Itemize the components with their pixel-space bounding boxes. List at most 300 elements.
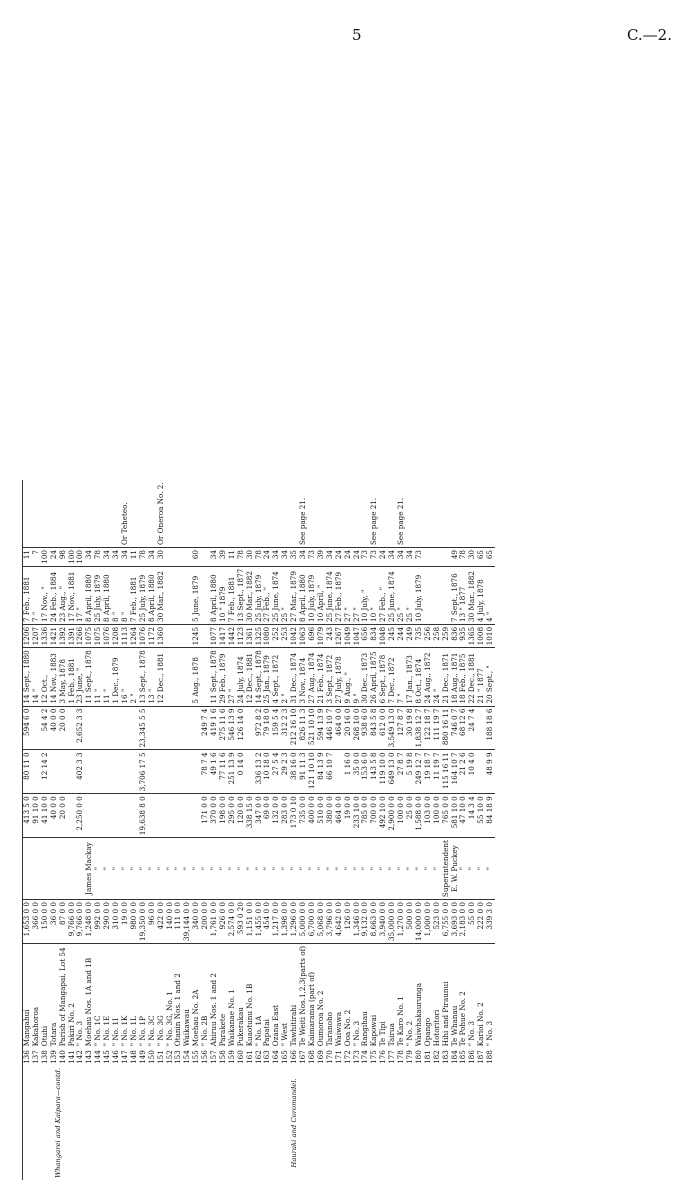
area-cell: 9,766 0 0 bbox=[68, 900, 77, 944]
row-number-cell: 139 bbox=[48, 1050, 58, 1064]
area-cell: 35,000 0 0 bbox=[388, 900, 397, 944]
row-number-cell: 185 bbox=[458, 1050, 468, 1064]
purchase-value-cell: 55 10 0 bbox=[477, 794, 486, 838]
gazette-date-cell: 5 June, 1879 bbox=[192, 566, 201, 624]
rent-cell: 12 14 2 bbox=[41, 750, 50, 794]
row-number-cell: 177 bbox=[387, 1050, 397, 1064]
gazette-date-cell: 10 July, 1879 bbox=[415, 566, 424, 624]
deed-date-cell: 2 " bbox=[130, 648, 139, 706]
row-number-cell: 148 bbox=[128, 1050, 138, 1064]
row-number-cell: 173 bbox=[351, 1050, 361, 1064]
deed-date-cell: 11 Sept., 1878 bbox=[85, 648, 94, 706]
purchase-value-cell: 510 0 0 bbox=[317, 794, 326, 838]
gazette-date-cell: 7 Feb., 1881 bbox=[130, 566, 139, 624]
rent-cell: 38 16 0 bbox=[290, 750, 299, 794]
block-name-cell: Te Whanau bbox=[449, 1005, 459, 1047]
register-no-cell: 243 bbox=[326, 624, 335, 647]
deed-date-cell: 23 June, " bbox=[76, 648, 85, 706]
deed-date-cell: 4 Sept., 1872 bbox=[272, 648, 281, 706]
deed-date-cell: 3 Sept., 1872 bbox=[326, 648, 335, 706]
rent-cell bbox=[121, 750, 130, 794]
remarks-cell bbox=[459, 480, 468, 547]
area-cell: 1,151 0 0 bbox=[246, 900, 255, 944]
total-amount-cell: 880 16 11 bbox=[442, 706, 451, 750]
block-name-cell: Rangihau bbox=[360, 1011, 370, 1047]
gazette-page-cell: 34 bbox=[272, 548, 281, 567]
purchase-value-cell: 69 0 0 bbox=[263, 794, 272, 838]
rent-cell: 19 18 7 bbox=[424, 750, 433, 794]
remarks-cell bbox=[379, 480, 388, 547]
register-no-cell: 836 bbox=[451, 624, 460, 647]
block-name-cell: " No. 3 bbox=[75, 1020, 85, 1047]
register-no-cell: 1047 bbox=[353, 624, 362, 647]
deed-date-cell: 17 Jan., 1873 bbox=[406, 648, 415, 706]
officer-cell: " bbox=[406, 838, 415, 900]
remarks-cell: See page 21. bbox=[370, 480, 379, 547]
remarks-cell bbox=[281, 480, 290, 547]
register-no-cell: 245 bbox=[388, 624, 397, 647]
total-amount-cell: 30 19 8 bbox=[406, 706, 415, 750]
rent-cell: 80 11 0 bbox=[23, 750, 32, 794]
total-amount-cell: 68 12 6 bbox=[459, 706, 468, 750]
remarks-cell bbox=[219, 480, 228, 547]
block-name-cell: Ahiruu Nos. 1 and 2 bbox=[209, 973, 219, 1047]
total-amount-cell: 594 6 0 bbox=[23, 706, 32, 750]
officer-cell: " bbox=[166, 838, 175, 900]
register-no-cell: 1172 bbox=[148, 624, 157, 647]
block-name-cell: Moehau Nos. 1A and 1B bbox=[84, 957, 94, 1047]
block-name-cell: Taranoho bbox=[324, 1012, 334, 1047]
block-name-cell: Otuhi bbox=[39, 1025, 49, 1047]
deed-date-cell: 22 Dec., 1881 bbox=[468, 648, 477, 706]
total-amount-cell bbox=[103, 706, 112, 750]
row-number-cell: 162 bbox=[253, 1050, 263, 1064]
officer-cell: " bbox=[486, 838, 495, 900]
register-no-cell: 1075 bbox=[85, 624, 94, 647]
block-name-cell: Pakiri No. 2 bbox=[66, 1003, 76, 1047]
register-no-cell: 1442 bbox=[228, 624, 237, 647]
purchase-value-cell bbox=[157, 794, 166, 838]
gazette-date-cell: 17 Nov., " bbox=[41, 566, 50, 624]
gazette-date-cell: 25 " bbox=[281, 566, 290, 624]
officer-cell: " bbox=[219, 838, 228, 900]
block-name-cell: " No. 3G, No. 1 bbox=[164, 991, 174, 1047]
rent-cell: 119 10 0 bbox=[379, 750, 388, 794]
gazette-date-cell: 23 Aug., " bbox=[59, 566, 68, 624]
total-amount-cell: 612 0 0 bbox=[379, 706, 388, 750]
gazette-date-cell: 7 " bbox=[32, 566, 41, 624]
gazette-page-cell: 100 bbox=[41, 548, 50, 567]
rent-cell: 29 2 3 bbox=[281, 750, 290, 794]
gazette-date-cell: 8 April, 1880 bbox=[299, 566, 308, 624]
register-no-cell: 1421 bbox=[50, 624, 59, 647]
remarks-cell bbox=[451, 480, 460, 547]
block-name-cell: Kaimarama (part of) bbox=[307, 971, 316, 1047]
row-number-cell: 160 bbox=[235, 1050, 245, 1064]
gazette-page-cell: 39 bbox=[219, 548, 228, 567]
rent-cell bbox=[157, 750, 166, 794]
area-cell: 1,217 0 0 bbox=[272, 900, 281, 944]
rent-cell: 78 7 4 bbox=[201, 750, 210, 794]
deed-date-cell: 27 July, 1878 bbox=[335, 648, 344, 706]
gazette-date-cell: 8 April, 1880 bbox=[103, 566, 112, 624]
total-amount-cell: 127 8 7 bbox=[397, 706, 406, 750]
purchase-value-cell: 283 0 0 bbox=[281, 794, 290, 838]
gazette-page-cell: 34 bbox=[299, 548, 308, 567]
gazette-date-cell: 10 July, 1879 bbox=[308, 566, 317, 624]
gazette-page-cell: 34 bbox=[388, 548, 397, 567]
officer-cell: " bbox=[112, 838, 121, 900]
area-cell: 992 0 0 bbox=[94, 900, 103, 944]
row-number-cell: 169 bbox=[315, 1050, 325, 1064]
area-cell: 140 0 0 bbox=[166, 900, 175, 944]
row-number-cell: 151 bbox=[155, 1050, 165, 1064]
row-number-cell: 163 bbox=[262, 1050, 272, 1064]
register-no-cell: 1266 bbox=[76, 624, 85, 647]
rent-cell bbox=[94, 750, 103, 794]
remarks-cell bbox=[139, 480, 148, 547]
rent-cell: 121 10 10 bbox=[308, 750, 317, 794]
area-cell: 422 0 0 bbox=[157, 900, 166, 944]
officer-cell bbox=[23, 838, 32, 900]
gazette-date-cell: 30 Mar., 1882 bbox=[468, 566, 477, 624]
total-amount-cell: 546 13 9 bbox=[228, 706, 237, 750]
row-number-cell: 178 bbox=[396, 1050, 406, 1064]
officer-cell: " bbox=[210, 838, 219, 900]
rent-cell bbox=[112, 750, 121, 794]
total-amount-cell: 20 16 0 bbox=[344, 706, 353, 750]
area-cell: 19,350 0 0 bbox=[139, 900, 148, 944]
rent-cell: 91 11 3 bbox=[299, 750, 308, 794]
gazette-date-cell: 4 " bbox=[486, 566, 495, 624]
register-no-cell: 1267 bbox=[335, 624, 344, 647]
row-number-cell: 142 bbox=[75, 1050, 85, 1064]
gazette-date-cell: 17 Nov., 1881 bbox=[68, 566, 77, 624]
gazette-date-cell: 8 April, 1880 bbox=[148, 566, 157, 624]
block-name-cell: Waiwhakaurunga bbox=[413, 982, 423, 1047]
remarks-cell bbox=[192, 480, 201, 547]
purchase-value-cell bbox=[166, 794, 175, 838]
remarks-cell bbox=[317, 480, 326, 547]
officer-cell: E. W. Puckey bbox=[451, 838, 460, 900]
gazette-page-cell: 24 bbox=[263, 548, 272, 567]
row-number-cell: 155 bbox=[191, 1050, 201, 1064]
officer-cell: " bbox=[308, 838, 317, 900]
officer-cell bbox=[41, 838, 50, 900]
block-name-cell: " No. 1P bbox=[137, 1016, 147, 1047]
deed-date-cell: 3 Nov., 1874 bbox=[299, 648, 308, 706]
gazette-date-cell: 8 April, 1880 bbox=[210, 566, 219, 624]
deed-date-cell: 5 Aug., 1878 bbox=[192, 648, 201, 706]
deed-date-cell: 24 July, 1874 bbox=[237, 648, 246, 706]
remarks-cell bbox=[23, 480, 32, 547]
area-cell: 454 0 0 bbox=[263, 900, 272, 944]
remarks-cell bbox=[237, 480, 246, 547]
block-name-cell: Otanin Nos. 1 and 2 bbox=[173, 973, 183, 1047]
officer-cell: " bbox=[468, 838, 477, 900]
total-amount-cell: 79 18 0 bbox=[263, 706, 272, 750]
register-no-cell: 1042 bbox=[290, 624, 299, 647]
purchase-value-cell: 41 10 0 bbox=[41, 794, 50, 838]
deed-date-cell: 24 Aug., 1872 bbox=[424, 648, 433, 706]
rent-cell: 48 9 9 bbox=[486, 750, 495, 794]
purchase-value-cell: 120 0 0 bbox=[237, 794, 246, 838]
block-name-cell: Hihi and Piraunui bbox=[440, 981, 450, 1047]
gazette-date-cell: 27 Feb., " bbox=[263, 566, 272, 624]
officer-cell bbox=[32, 838, 41, 900]
area-cell: 290 0 0 bbox=[103, 900, 112, 944]
total-amount-cell: 843 5 8 bbox=[370, 706, 379, 750]
area-cell: 36 0 0 bbox=[50, 900, 59, 944]
area-cell: 1,398 0 0 bbox=[281, 900, 290, 944]
total-amount-cell bbox=[183, 706, 192, 750]
rent-cell bbox=[50, 750, 59, 794]
deed-date-cell: 16 " bbox=[121, 648, 130, 706]
deed-date-cell: 24 " bbox=[433, 648, 442, 706]
area-cell: 593 0 20 bbox=[237, 900, 246, 944]
rent-cell: 21 2 6 bbox=[459, 750, 468, 794]
gazette-date-cell: 25 July, 1879 bbox=[94, 566, 103, 624]
area-cell: 340 0 0 bbox=[192, 900, 201, 944]
purchase-value-cell: 1,588 0 0 bbox=[415, 794, 424, 838]
register-no-cell: 1392 bbox=[59, 624, 68, 647]
deed-date-cell: 12 Dec., 1881 bbox=[157, 648, 166, 706]
row-number-cell: 140 bbox=[57, 1050, 67, 1064]
remarks-cell bbox=[166, 480, 175, 547]
register-no-cell bbox=[166, 624, 175, 647]
purchase-value-cell: 492 10 0 bbox=[379, 794, 388, 838]
remarks-cell bbox=[424, 480, 433, 547]
register-no-cell: 1077 bbox=[210, 624, 219, 647]
deed-date-cell: 1 Feb., 1881 bbox=[68, 648, 77, 706]
block-name-cell: Tairua bbox=[387, 1023, 397, 1047]
gazette-date-cell: 7 Sept., 1876 bbox=[451, 566, 460, 624]
block-name-cell: Ozana East bbox=[271, 1004, 281, 1047]
remarks-cell bbox=[174, 480, 183, 547]
total-amount-cell: 275 11 6 bbox=[219, 706, 228, 750]
rent-cell: 649 13 0 bbox=[388, 750, 397, 794]
gazette-date-cell: 25 " bbox=[406, 566, 415, 624]
officer-cell: " bbox=[228, 838, 237, 900]
row-number-cell: 158 bbox=[217, 1050, 227, 1064]
total-amount-cell: 249 7 4 bbox=[201, 706, 210, 750]
row-number-cell: 145 bbox=[102, 1050, 112, 1064]
deed-date-cell: 12 Oct., bbox=[41, 648, 50, 706]
total-amount-cell: 938 6 0 bbox=[361, 706, 370, 750]
officer-cell: " bbox=[255, 838, 264, 900]
block-name-cell: " No. 2B bbox=[200, 1015, 210, 1047]
total-amount-cell: 188 18 6 bbox=[486, 706, 495, 750]
officer-cell: " bbox=[370, 838, 379, 900]
remarks-cell bbox=[486, 480, 495, 547]
row-number-cell: 156 bbox=[200, 1050, 210, 1064]
row-number-cell: 176 bbox=[378, 1050, 388, 1064]
row-number-cell: 152 bbox=[164, 1050, 174, 1064]
rent-cell: 5 19 8 bbox=[406, 750, 415, 794]
officer-cell: " bbox=[397, 838, 406, 900]
purchase-value-cell: 380 0 0 bbox=[326, 794, 335, 838]
row-number-cell: 170 bbox=[324, 1050, 334, 1064]
deed-date-cell: 2 " bbox=[281, 648, 290, 706]
register-no-cell: 1245 bbox=[192, 624, 201, 647]
rent-cell: 402 3 3 bbox=[76, 750, 85, 794]
total-amount-cell: 464 0 0 bbox=[335, 706, 344, 750]
rent-cell bbox=[85, 750, 94, 794]
rent-cell bbox=[174, 750, 183, 794]
gazette-date-cell: 25 July, 1879 bbox=[255, 566, 264, 624]
remarks-cell bbox=[477, 480, 486, 547]
gazette-page-cell: 30 bbox=[246, 548, 255, 567]
purchase-value-cell: 413 5 0 bbox=[23, 794, 32, 838]
rent-cell bbox=[103, 750, 112, 794]
purchase-value-cell: 295 0 0 bbox=[228, 794, 237, 838]
deed-date-cell: 29 Feb., 1879 bbox=[219, 648, 228, 706]
gazette-page-cell: 35 bbox=[290, 548, 299, 567]
register-no-cell: 1063 bbox=[299, 624, 308, 647]
total-amount-cell: 20 0 0 bbox=[59, 706, 68, 750]
area-cell: 2,574 0 0 bbox=[228, 900, 237, 944]
total-amount-cell bbox=[157, 706, 166, 750]
register-no-cell: 1076 bbox=[139, 624, 148, 647]
purchase-value-cell bbox=[94, 794, 103, 838]
rent-cell: 336 13 2 bbox=[255, 750, 264, 794]
register-no-cell: 256 bbox=[424, 624, 433, 647]
purchase-value-cell: 25 0 0 bbox=[406, 794, 415, 838]
rent-cell: 115 16 11 bbox=[442, 750, 451, 794]
rent-cell: 77 11 6 bbox=[219, 750, 228, 794]
purchase-value-cell bbox=[85, 794, 94, 838]
register-no-cell: 1206 bbox=[23, 624, 32, 647]
row-number-cell: 138 bbox=[39, 1050, 49, 1064]
block-name-cell: " No. 3G bbox=[155, 1015, 165, 1047]
officer-cell: " bbox=[272, 838, 281, 900]
rent-cell bbox=[148, 750, 157, 794]
total-amount-cell: 40 0 0 bbox=[50, 706, 59, 750]
deed-date-cell: 11 Sept., 1878 bbox=[210, 648, 219, 706]
block-name-cell: " No. 1A bbox=[253, 1015, 263, 1047]
gazette-page-cell: 73 bbox=[370, 548, 379, 567]
officer-cell: " bbox=[157, 838, 166, 900]
block-name-cell: Te Karo No. 1 bbox=[396, 996, 406, 1047]
area-cell: 6,755 0 0 bbox=[442, 900, 451, 944]
remarks-cell bbox=[353, 480, 362, 547]
area-cell: 126 0 0 bbox=[344, 900, 353, 944]
area-cell: 980 0 0 bbox=[130, 900, 139, 944]
purchase-value-cell: 700 0 0 bbox=[370, 794, 379, 838]
deed-date-cell: 21 Dec., 1871 bbox=[442, 648, 451, 706]
officer-cell: " bbox=[344, 838, 353, 900]
row-number-cell: 137 bbox=[30, 1050, 40, 1064]
region-cell bbox=[23, 1066, 95, 1180]
remarks-cell bbox=[68, 480, 77, 547]
block-name-cell: Ooa No. 2 bbox=[342, 1009, 352, 1047]
area-cell: 1,653 0 0 bbox=[23, 900, 32, 944]
deed-date-cell: 31 Dec., 1874 bbox=[290, 648, 299, 706]
register-no-cell: 1010 bbox=[486, 624, 495, 647]
gazette-page-cell: 73 bbox=[415, 548, 424, 567]
purchase-value-cell: 171 0 0 bbox=[201, 794, 210, 838]
gazette-date-cell: 27 Mar., 1879 bbox=[290, 566, 299, 624]
total-amount-cell: 54 4 2 bbox=[41, 706, 50, 750]
deed-date-cell: 27 Aug., 1874 bbox=[308, 648, 317, 706]
block-name-cell: Mangahui bbox=[23, 943, 32, 1048]
gazette-date-cell: 10 " bbox=[370, 566, 379, 624]
row-number-cell: 172 bbox=[342, 1050, 352, 1064]
deed-date-cell: 13 Sept., 1878 bbox=[139, 648, 148, 706]
gazette-page-cell: 24 bbox=[335, 548, 344, 567]
deed-date-cell: 14 Sept., 1880 bbox=[23, 648, 32, 706]
remarks-cell bbox=[94, 480, 103, 547]
purchase-value-cell: 347 0 0 bbox=[255, 794, 264, 838]
remarks-cell bbox=[308, 480, 317, 547]
row-number-cell: 171 bbox=[333, 1050, 343, 1064]
purchase-value-cell: 20 0 0 bbox=[59, 794, 68, 838]
purchase-value-cell: 84 18 9 bbox=[486, 794, 495, 838]
officer-cell bbox=[50, 838, 59, 900]
gazette-date-cell: 8 " bbox=[121, 566, 130, 624]
rent-cell: 49 1 6 bbox=[210, 750, 219, 794]
block-name-cell: Oumoroa No. 2 bbox=[315, 990, 325, 1047]
gazette-page-cell bbox=[166, 548, 175, 567]
total-amount-cell: 24 7 4 bbox=[468, 706, 477, 750]
block-name-cell: Totara bbox=[48, 1022, 58, 1047]
purchase-value-cell: 103 0 0 bbox=[424, 794, 433, 838]
row-number-cell: 179 bbox=[404, 1050, 414, 1064]
gazette-page-cell: 78 bbox=[139, 548, 148, 567]
gazette-page-cell: 65 bbox=[477, 548, 486, 567]
row-number-cell: 174 bbox=[360, 1050, 370, 1064]
purchase-value-cell: 370 0 0 bbox=[210, 794, 219, 838]
gazette-date-cell: 7 Feb., 1881 bbox=[23, 566, 32, 624]
rent-cell: 10 4 0 bbox=[468, 750, 477, 794]
register-no-cell: 1207 bbox=[32, 624, 41, 647]
area-cell: 523 0 0 bbox=[433, 900, 442, 944]
deed-date-cell: 14 Sept., 1878 bbox=[255, 648, 264, 706]
total-amount-cell: 159 5 4 bbox=[272, 706, 281, 750]
table-row bbox=[23, 480, 32, 1180]
rent-cell: 66 10 7 bbox=[326, 750, 335, 794]
area-cell: 4,642 0 0 bbox=[335, 900, 344, 944]
gazette-page-cell: 39 bbox=[317, 548, 326, 567]
row-number-cell: 159 bbox=[226, 1050, 236, 1064]
gazette-page-cell: 78 bbox=[255, 548, 264, 567]
gazette-page-cell: 78 bbox=[237, 548, 246, 567]
block-name-cell: " West bbox=[280, 1022, 290, 1047]
remarks-cell bbox=[228, 480, 237, 547]
area-cell: 3,796 0 0 bbox=[326, 900, 335, 944]
deed-date-cell: 26 April, 1875 bbox=[370, 648, 379, 706]
area-cell: 39,144 0 0 bbox=[183, 900, 192, 944]
gazette-date-cell bbox=[424, 566, 433, 624]
block-name-cell: " No. 3C bbox=[146, 1015, 156, 1047]
register-no-cell: 735 bbox=[415, 624, 424, 647]
officer-cell: " bbox=[379, 838, 388, 900]
deed-date-cell: 1 Dec., 1879 bbox=[112, 648, 121, 706]
block-name-cell: Hotoritori bbox=[431, 1009, 441, 1047]
gazette-date-cell: 25 June, 1874 bbox=[272, 566, 281, 624]
gazette-page-cell: 24 bbox=[353, 548, 362, 567]
deed-date-cell: 18 Feb., 1875 bbox=[459, 648, 468, 706]
area-cell: 1,296 0 0 bbox=[290, 900, 299, 944]
remarks-cell bbox=[32, 480, 41, 547]
gazette-page-cell: 34 bbox=[148, 548, 157, 567]
gazette-date-cell: 10 April, " bbox=[317, 566, 326, 624]
remarks-cell bbox=[201, 480, 210, 547]
register-no-cell: 252 bbox=[272, 624, 281, 647]
total-amount-cell: 268 10 0 bbox=[353, 706, 362, 750]
register-no-cell: 1008 bbox=[477, 624, 486, 647]
register-no-cell: 1360 bbox=[157, 624, 166, 647]
